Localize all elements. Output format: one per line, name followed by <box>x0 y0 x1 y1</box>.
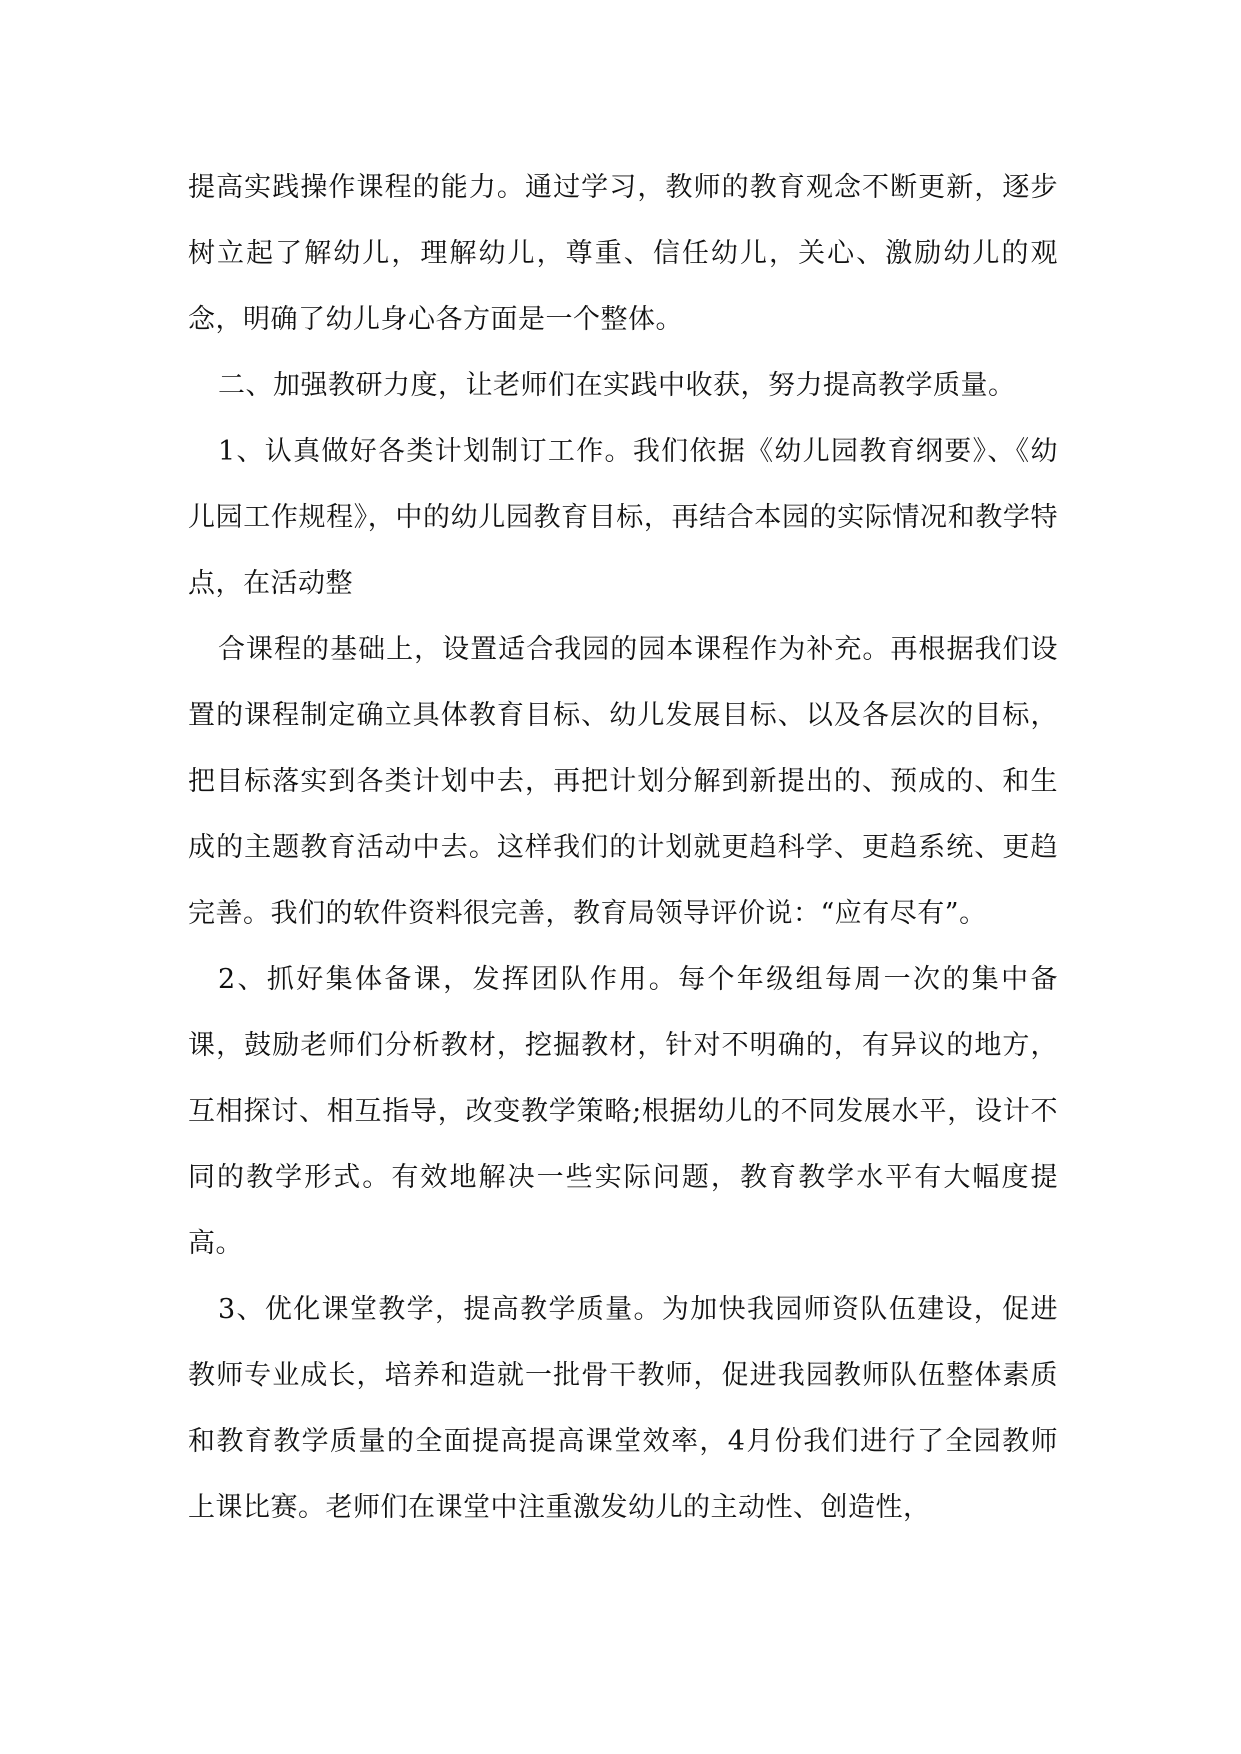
paragraph-4: 合课程的基础上，设置适合我园的园本课程作为补充。再根据我们设置的课程制定确立具体教育目标、幼儿发展目标、以及各层次的目标，把目标落实到各类计划中去，再把计划分解到新提出的、预成的、和生成的主题教育活动中去。这样我们的计划就更趋科学、更趋系统、更趋完善。我们的软件资料很完善，教育局领导评价说：“应有尽有”。 <box>188 634 1058 929</box>
paragraph-1: 提高实践操作课程的能力。通过学习，教师的教育观念不断更新，逐步树立起了解幼儿，理解幼儿，尊重、信任幼儿，关心、激励幼儿的观念，明确了幼儿身心各方面是一个整体。 <box>188 172 1058 335</box>
paragraph-2-heading: 二、加强教研力度，让老师们在实践中收获，努力提高教学质量。 <box>218 370 1016 401</box>
paragraph-5: 2、抓好集体备课，发挥团队作用。每个年级组每周一次的集中备课，鼓励老师们分析教材，挖掘教材，针对不明确的，有异议的地方，互相探讨、相互指导，改变教学策略;根据幼儿的不同发展水平，设计不同的教学形式。有效地解决一些实际问题，教育教学水平有大幅度提高。 <box>188 964 1058 1259</box>
paragraph-3: 1、认真做好各类计划制订工作。我们依据《幼儿园教育纲要》、《幼儿园工作规程》，中的幼儿园教育目标，再结合本园的实际情况和教学特点，在活动整 <box>188 436 1058 599</box>
document-body <box>188 155 1058 1541</box>
paragraph-6: 3、优化课堂教学，提高教学质量。为加快我园师资队伍建设，促进教师专业成长，培养和造就一批骨干教师，促进我园教师队伍整体素质和教育教学质量的全面提高提高课堂效率，4月份我们进行了全园教师上课比赛。老师们在课堂中注重激发幼儿的主动性、创造性， <box>188 1294 1058 1523</box>
